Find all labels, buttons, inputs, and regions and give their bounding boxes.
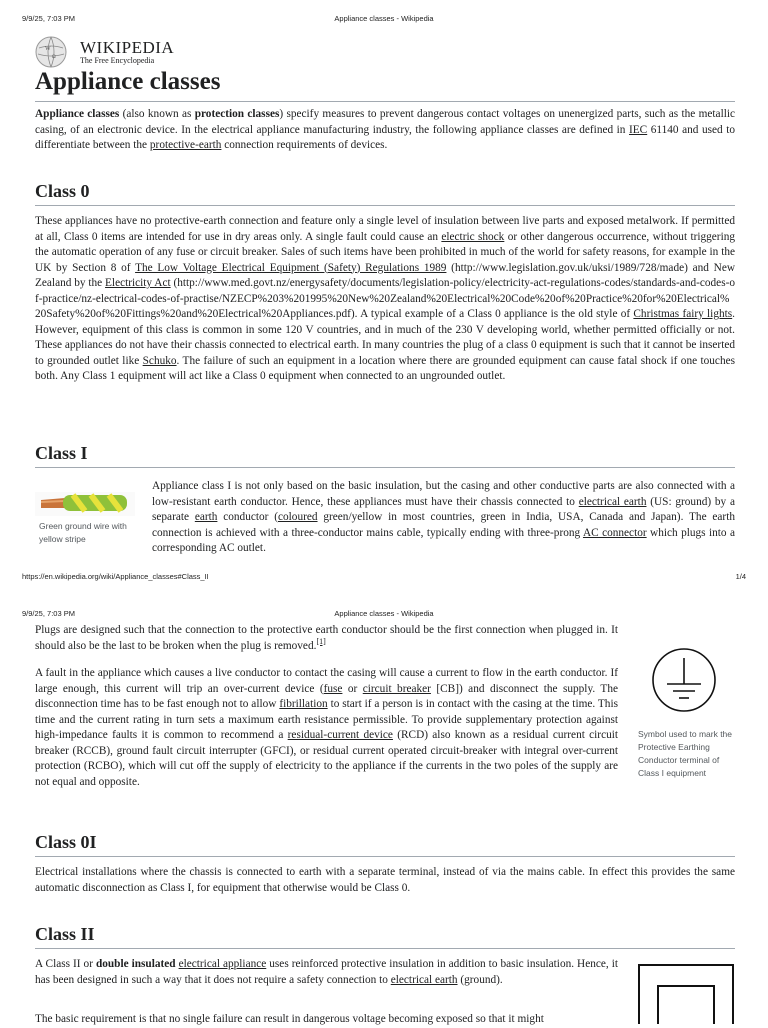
heading-class-ii: Class II: [35, 924, 95, 944]
intro-text: connection requirements of devices.: [221, 139, 388, 151]
link-fibrillation[interactable]: fibrillation: [279, 698, 328, 710]
intro-text: (also known as: [119, 108, 195, 120]
text: A fault in the appliance which causes a live conductor to contact the casing will cause a current to flow in the earth conductor. If large enough, this current will trip an over-current device (: [35, 667, 618, 695]
reference-link[interactable]: [1]: [316, 636, 326, 646]
link-ac-connector[interactable]: AC connector: [582, 526, 647, 539]
link-electrical-earth[interactable]: electrical earth: [390, 973, 458, 986]
link-residual-current-device[interactable]: residual-current device: [287, 729, 393, 741]
figure-earth-symbol: [634, 630, 734, 800]
link-earth[interactable]: earth: [194, 511, 218, 523]
class-0i-paragraph: Electrical installations where the chassis is connected to earth with a separate terminal, instead of via the mains cable. In effect this provides the same automatic disconnection as Class I, for equipment that otherwise would be Class 0.: [35, 866, 735, 894]
figure-caption: Symbol used to mark the Protective Earthing Conductor terminal of Class I equipment: [638, 729, 733, 778]
wikipedia-globe-icon[interactable]: [35, 36, 67, 68]
class-i-plugs-paragraph: [35, 623, 618, 654]
text: (ground).: [457, 973, 503, 986]
link-electrical-earth[interactable]: electrical earth: [578, 495, 647, 508]
double-insulation-symbol-icon[interactable]: [638, 964, 734, 1024]
title-divider: [35, 101, 735, 102]
intro-paragraph: [35, 107, 735, 154]
section-divider: [35, 205, 735, 206]
text: (http://www.legislation.gov.uk/uksi/1989/728/made) and New Zealand by the: [35, 261, 735, 289]
text: conductor (: [217, 511, 278, 523]
heading-class-0i: Class 0I: [35, 832, 97, 852]
link-fuse[interactable]: fuse: [323, 682, 343, 695]
section-divider: [35, 948, 735, 949]
print-page-number: 1/4: [735, 572, 746, 581]
wikipedia-wordmark[interactable]: WIKIPEDIA: [80, 38, 175, 57]
text: or other dangerous occurrence, without triggering the automatic operation of any fuse or circuit breaker. Sales of such items have been prohibited in much of the world for safety reasons, for example in the UK by Section 8 of: [35, 230, 736, 274]
text: or: [342, 682, 363, 695]
link-electricity-act[interactable]: Electricity Act: [105, 277, 171, 289]
text: . However, equipment of this class is common in some 120 V countries, and in much of the 230 V developing world, whether permitted officially or not. These appliances do not have their chassis connected to electrical earth. In many countries the plug of a class 0 equipment is such that it cannot be inserted to grounded outlet like: [35, 308, 735, 367]
section-divider: [35, 856, 735, 857]
print-timestamp: 9/9/25, 7:03 PM: [22, 609, 75, 618]
print-title: Appliance classes - Wikipedia: [334, 14, 434, 23]
link-iec[interactable]: IEC: [629, 123, 648, 136]
figure-ground-wire: [35, 478, 135, 548]
class-0-paragraph: [35, 214, 735, 385]
print-title: Appliance classes - Wikipedia: [334, 609, 434, 618]
ground-wire-image[interactable]: [35, 478, 135, 518]
print-timestamp: 9/9/25, 7:03 PM: [22, 14, 75, 23]
svg-text:W: W: [45, 46, 51, 52]
link-coloured[interactable]: coloured: [278, 511, 318, 523]
page-title: Appliance classes: [35, 68, 221, 95]
protective-earth-symbol-icon[interactable]: [634, 630, 734, 726]
link-christmas-fairy-lights[interactable]: Christmas fairy lights: [633, 308, 733, 320]
class-i-fault-paragraph: [35, 666, 618, 790]
link-low-voltage-regulations[interactable]: The Low Voltage Electrical Equipment (Safety) Regulations 1989: [135, 261, 447, 274]
wikipedia-tagline: The Free Encyclopedia: [80, 56, 155, 65]
link-schuko[interactable]: Schuko: [142, 354, 177, 367]
text: These appliances have no protective-earth connection and feature only a single level of insulation between live parts and exposed metalwork. If permitted at all, Class 0 items are intended for use in dry areas only. A single fault could cause an: [35, 215, 735, 243]
intro-bold-term: Appliance classes: [35, 108, 120, 120]
section-divider: [35, 467, 735, 468]
text: . The failure of such an equipment in a location where there are grounded equipment can cause fatal shock if one touches both. Any Class 1 equipment will act like a Class 0 equipment when connected to an ungrounded outlet.: [35, 354, 736, 382]
svg-text:Ω: Ω: [52, 55, 56, 60]
text: which plugs into a corresponding AC outlet.: [152, 526, 735, 554]
heading-class-0: Class 0: [35, 181, 90, 201]
figure-caption: Green ground wire with yellow stripe: [39, 521, 127, 544]
link-circuit-breaker[interactable]: circuit breaker: [362, 682, 431, 695]
text: (RCD) also known as a residual current circuit breaker (RCCB), ground fault circuit interrupter (GFCI), or residual current operated circuit-breaker with integral over-current protection (RCBO), which will cut off the supply of electricity to the appliance if the currents in the two poles of the supply are not equal and opposite.: [35, 729, 619, 788]
text: [CB]) and disconnect the supply. The disconnection time has to be fast enough not to allow: [35, 682, 618, 710]
text: green/yellow in most countries, green in India, USA, Canada and Japan). The earth connection is achieved with a three-conductor mains cable, typically ending with three-prong: [152, 511, 735, 539]
text: uses reinforced protective insulation in addition to basic insulation. Hence, it has been designed in such a way that it does not require a safety connection to: [35, 958, 619, 986]
class-i-paragraph: [152, 479, 735, 557]
text: A Class II or: [35, 958, 96, 970]
text: (US: ground) by a separate: [152, 495, 735, 523]
class-ii-requirement-paragraph: The basic requirement is that no single failure can result in dangerous voltage becoming exposed so that it might: [35, 1013, 544, 1025]
link-electric-shock[interactable]: electric shock: [441, 230, 505, 243]
class-ii-paragraph: [35, 957, 618, 988]
print-url: https://en.wikipedia.org/wiki/Appliance_classes#Class_II: [22, 572, 209, 581]
intro-bold-term: protection classes: [194, 108, 280, 120]
link-electrical-appliance[interactable]: electrical appliance: [178, 958, 267, 970]
link-protective-earth[interactable]: protective-earth: [149, 139, 222, 151]
heading-class-i: Class I: [35, 443, 88, 463]
bold-term: double insulated: [95, 958, 176, 970]
intro-text: 61140 and used to differentiate between the: [35, 123, 735, 151]
intro-text: ) specify measures to prevent dangerous contact voltages on unenergized parts, such as the metallic casing, of an electronic device. In the electrical appliance manufacturing industry, the following appliance classes are defined in: [35, 108, 736, 136]
text: (http://www.med.govt.nz/energysafety/documents/legislation-policy/electricity-act-regulations-codes/standards-and-codes-of-practice/nz-electrical-codes-of-practise/NZECP%203%201995%20New%20Zealand%20Electrical%20Code%20of%20Practice%20for%20Electrical%20Safety%20of%20Fittings%20and%20Electrical%20Appliances.pdf). A typical example of a Class 0 appliance is the old style of: [35, 277, 736, 320]
text: to start if a person is in contact with the casing at the time. This time and the current rating in turn sets a maximum earth resistance permissible. To provide supplementary protection against high-impedance faults it is common to recommend a: [35, 698, 618, 741]
text: Appliance class I is not only based on the basic insulation, but the casing and other conductive parts are also connected with a low-resistant earth conductor. Hence, these appliances must have their chassis connected to: [152, 480, 735, 508]
text: Plugs are designed such that the connection to the protective earth conductor should be the first connection when plugged in. It should also be the last to be broken when the plug is removed.: [35, 624, 618, 652]
